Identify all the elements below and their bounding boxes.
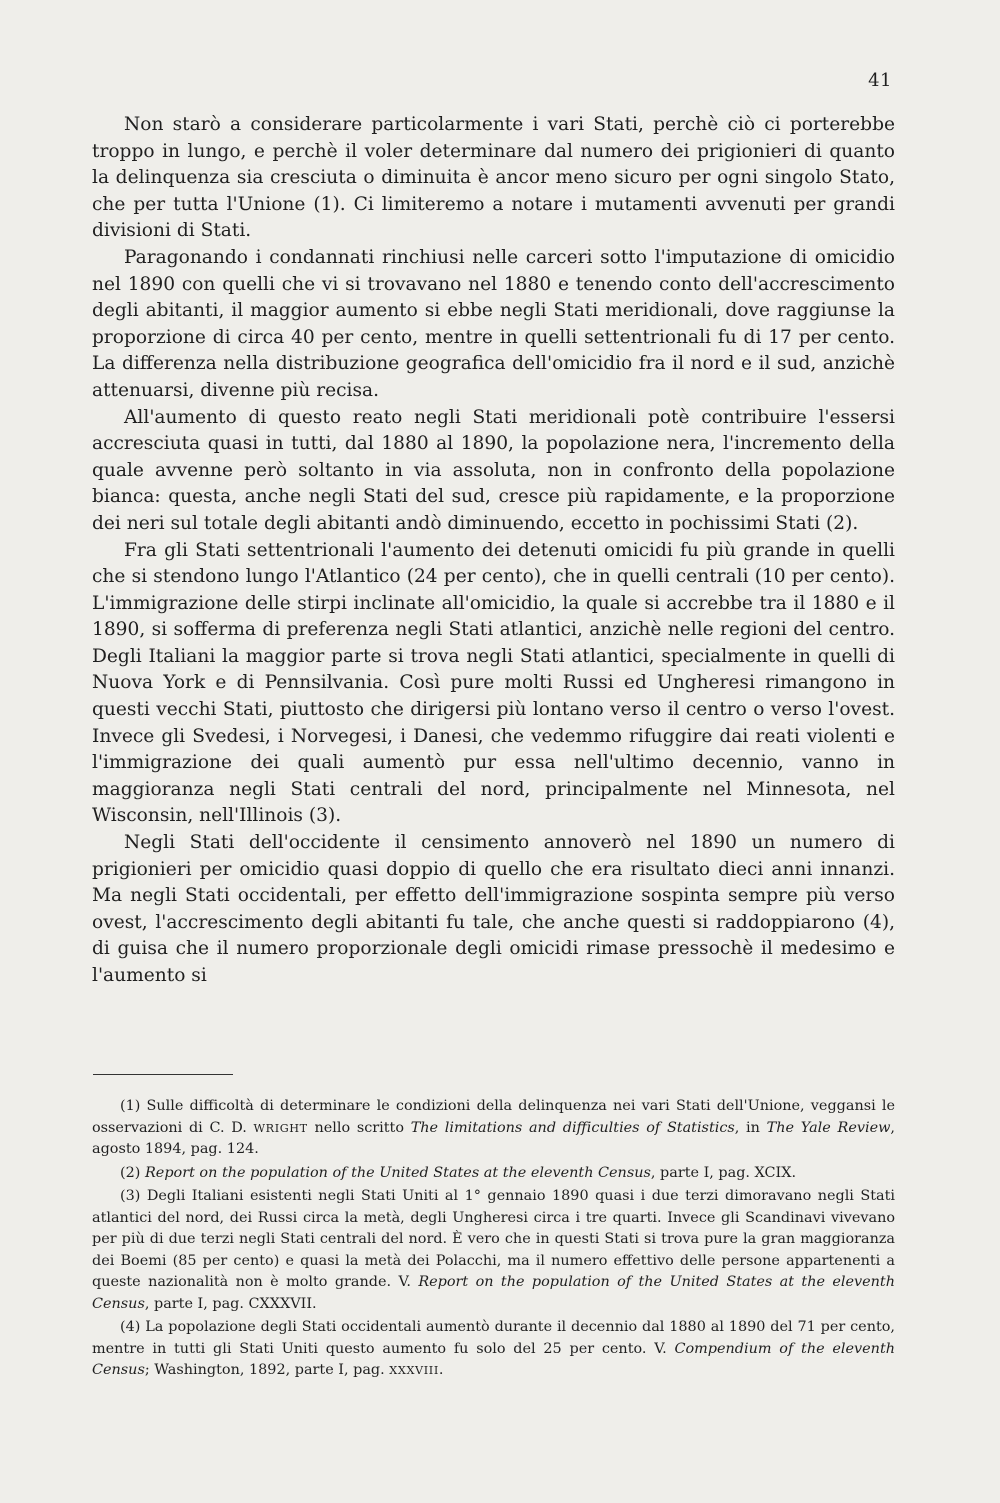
work-title: Report on the population of the United States at the eleventh Census	[144, 1164, 651, 1181]
footnote-text: .	[438, 1362, 444, 1378]
footnote-text: (3) Degli Italiani esistenti negli Stati Uniti al 1° gennaio 1890 quasi i due terzi dimoravano negli Stati atlantici del nord, dei Russi circa la metà, degli Ungheresi circa i tre quarti. Invece gli Scandinavi vivevano per più di due terzi negli Stati centrali del nord. È vero che in questi Stati si trova pure la gran maggioranza dei Boemi (85 per cento) e quasi la metà dei Polacchi, ma il numero effettivo delle persone appartenenti a queste nazionalità non è molto grande. V.	[92, 1188, 895, 1290]
footnote-4	[92, 1317, 895, 1382]
paragraph: Paragonando i condannati rinchiusi nelle carceri sotto l'imputazione di omicidio nel 1890 con quelli che vi si trovavano nel 1880 e tenendo conto dell'accrescimento degli abitanti, il maggior aumento si ebbe negli Stati meridionali, dove raggiunse la proporzione di circa 40 per cento, mentre in quelli settentrionali fu di 17 per cento. La differenza nella distribuzione geografica dell'omicidio fra il nord e il sud, anzichè attenuarsi, divenne più recisa.	[92, 246, 895, 401]
page-number: 41	[868, 70, 892, 91]
footnote-text: , in	[734, 1119, 767, 1136]
page-roman-numeral: XXXVIII	[389, 1364, 439, 1377]
footnote-text: (2)	[120, 1164, 145, 1181]
author-name: WRIGHT	[253, 1121, 308, 1135]
footnote-text: , agosto 1894, pag. 124.	[92, 1119, 895, 1157]
footnotes	[92, 1096, 895, 1384]
footnote-text: (1) Sulle difficoltà di determinare le condizioni della delinquenza nei vari Stati dell'Unione, veggansi le osservazioni di C. D.	[92, 1098, 895, 1136]
paragraph: Fra gli Stati settentrionali l'aumento dei detenuti omicidi fu più grande in quelli che si stendono lungo l'Atlantico (24 per cento), che in quelli centrali (10 per cento). L'immigrazione delle stirpi inclinate all'omicidio, la quale si accrebbe tra il 1880 e il 1890, si sofferma di preferenza negli Stati atlantici, anzichè nelle regioni del centro. Degli Italiani la maggior parte si trova negli Stati atlantici, specialmente in quelli di Nuova York e di Pennsilvania. Così pure molti Russi ed Ungheresi rimangono in questi vecchi Stati, piuttosto che dirigersi più lontano verso il centro o verso l'ovest. Invece gli Svedesi, i Norvegesi, i Danesi, che vedemmo rifuggire dai reati violenti e l'immigrazione dei quali aumentò pur essa nell'ultimo decennio, vanno in maggioranza negli Stati centrali del nord, principalmente nel Minnesota, nel Wisconsin, nell'Illinois (3).	[92, 539, 895, 827]
footnote-3	[92, 1186, 895, 1315]
footnote-2	[92, 1163, 895, 1185]
footnote-text: , parte I, pag. CXXXVII.	[144, 1295, 317, 1312]
paragraph: All'aumento di questo reato negli Stati meridionali potè contribuire l'essersi accresciuta quasi in tutti, dal 1880 al 1890, la popolazione nera, l'incremento della quale avvenne però soltanto in via assoluta, non in confronto della popolazione bianca: questa, anche negli Stati del sud, cresce più rapidamente, e la proporzione dei neri sul totale degli abitanti andò diminuendo, eccetto in pochissimi Stati (2).	[92, 406, 895, 534]
footnote-text: , parte I, pag. XCIX.	[650, 1164, 797, 1181]
journal-title: The Yale Review	[766, 1119, 891, 1136]
work-title: The limitations and difficulties of Statistics	[410, 1119, 735, 1136]
footnote-rule	[93, 1074, 233, 1075]
work-title: Report on the population of the United States at the eleventh Census	[92, 1274, 895, 1312]
paragraph: Negli Stati dell'occidente il censimento annoverò nel 1890 un numero di prigionieri per omicidio quasi doppio di quello che era risultato dieci anni innanzi. Ma negli Stati occidentali, per effetto dell'immigrazione sospinta sempre più verso ovest, l'accrescimento degli abitanti fu tale, che anche questi si raddoppiarono (4), di guisa che il numero proporzionale degli omicidi rimase pressochè il medesimo e l'aumento si	[92, 832, 895, 986]
paragraph: Non starò a considerare particolarmente i vari Stati, perchè ciò ci porterebbe troppo in lungo, e perchè il voler determinare dal numero dei prigionieri di quanto la delinquenza sia cresciuta o diminuita è ancor meno sicuro per ogni singolo Stato, che per tutta l'Unione (1). Ci limiteremo a notare i mutamenti avvenuti per grandi divisioni di Stati.	[92, 114, 895, 242]
footnote-text: (4) La popolazione degli Stati occidentali aumentò durante il decennio dal 1880 al 1890 del 71 per cento, mentre in tutti gli Stati Uniti questo aumento fu solo del 25 per cento. V.	[92, 1319, 895, 1357]
footnote-1	[92, 1096, 895, 1161]
footnote-text: ; Washington, 1892, parte I, pag.	[144, 1362, 390, 1378]
body-text	[92, 112, 895, 990]
work-title: Compendium of the eleventh Census	[92, 1340, 895, 1378]
footnote-text: nello scritto	[307, 1119, 411, 1136]
